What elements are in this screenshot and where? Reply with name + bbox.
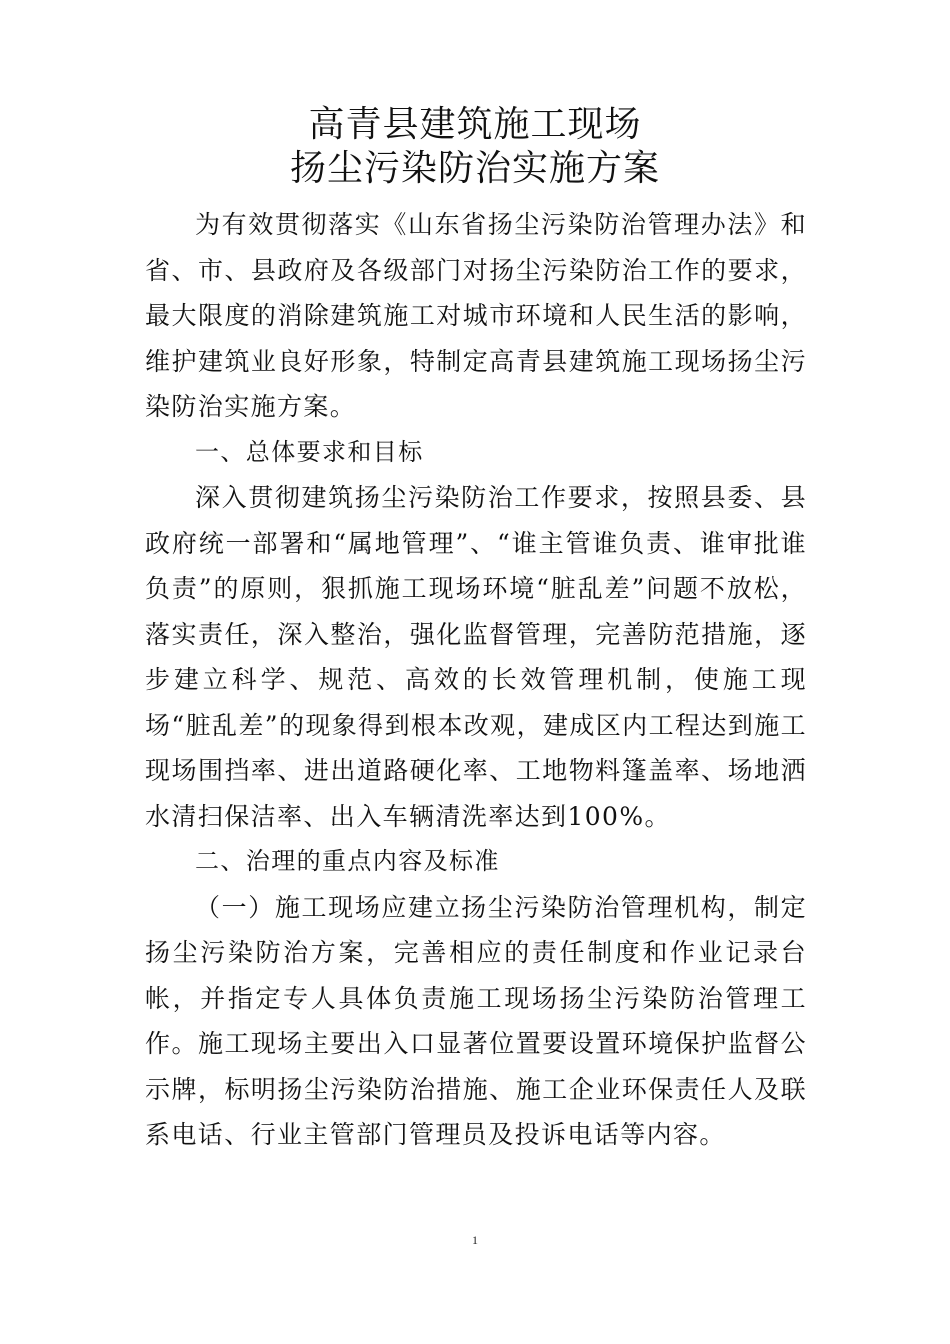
document-body <box>145 202 807 1158</box>
document-title-line-1: 高青县建筑施工现场 <box>308 104 642 145</box>
section-2-item-1-paragraph: （一）施工现场应建立扬尘污染防治管理机构，制定扬尘污染防治方案，完善相应的责任制度和作业记录台帐，并指定专人具体负责施工现场扬尘污染防治管理工作。施工现场主要出入口显著位置要设置环境保护监督公示牌，标明扬尘污染防治措施、施工企业环保责任人及联系电话、行业主管部门管理员及投诉电话等内容。 <box>145 892 807 1149</box>
document-title-line-2: 扬尘污染防治实施方案 <box>289 148 660 189</box>
section-1-heading: 一、总体要求和目标 <box>195 437 424 466</box>
intro-paragraph: 为有效贯彻落实《山东省扬尘污染防治管理办法》和省、市、县政府及各级部门对扬尘污染防治工作的要求，最大限度的消除建筑施工对城市环境和人民生活的影响，维护建筑业良好形象，特制定高青县建筑施工现场扬尘污染防治实施方案。 <box>145 210 807 421</box>
page-number: 1 <box>472 1233 478 1247</box>
section-2-heading: 二、治理的重点内容及标准 <box>195 847 500 875</box>
section-1-paragraph: 深入贯彻建筑扬尘污染防治工作要求，按照县委、县政府统一部署和“属地管理”、“谁主管谁负责、谁审批谁负责”的原则，狠抓施工现场环境“脏乱差”问题不放松，落实责任，深入整治，强化监督管理，完善防范措施，逐步建立科学、规范、高效的长效管理机制，使施工现场“脏乱差”的现象得到根本改观，建成区内工程达到施工现场围挡率、进出道路硬化率、工地物料篷盖率、场地洒水清扫保洁率、出入车辆清洗率达到100%。 <box>145 483 807 831</box>
